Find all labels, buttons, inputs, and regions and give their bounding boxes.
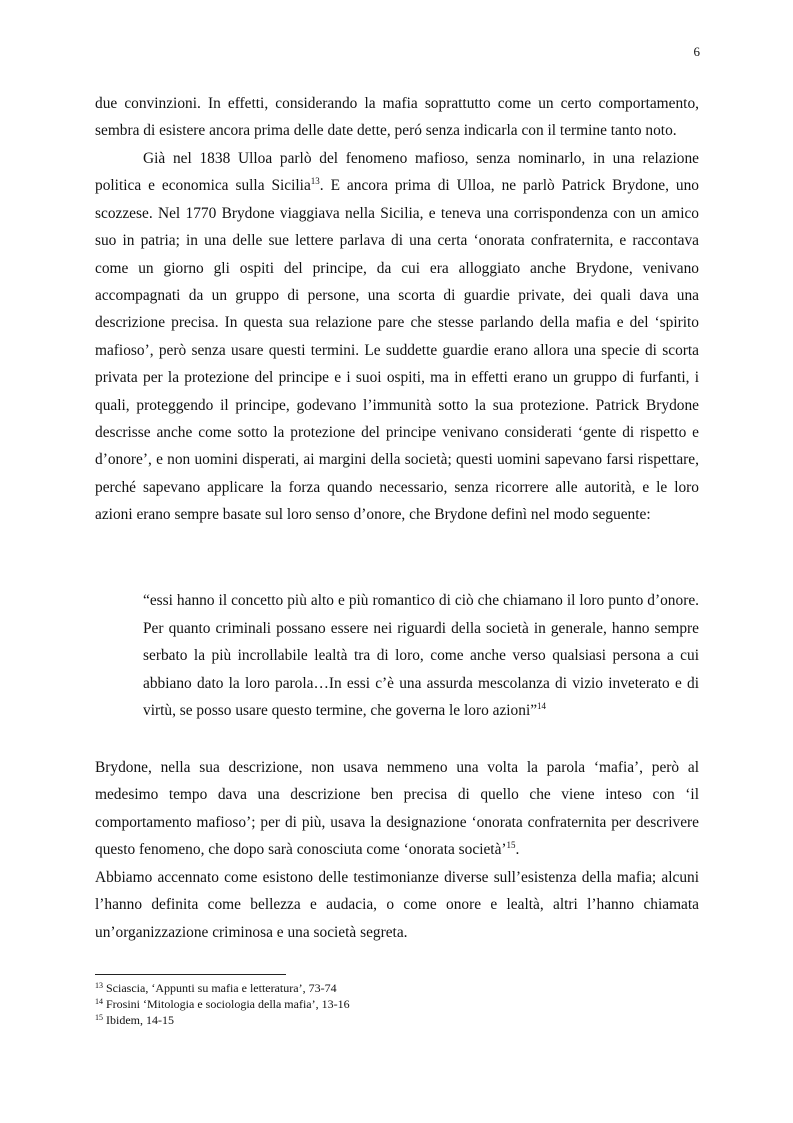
footnote-15	[95, 1013, 174, 1027]
paragraph-2	[95, 145, 699, 529]
paragraph-4-text: Abbiamo accennato come esistono delle testimonianze diverse sull’esistenza della mafia; alcuni l’hanno definita come bellezza e audacia, o come onore e lealtà, altri l’hanno chiamata un’organizzazione criminosa e una società segreta.	[95, 869, 699, 941]
footnote-ref-14[interactable]: 14	[537, 701, 547, 712]
block-quote-text: “essi hanno il concetto più alto e più romantico di ciò che chiamano il loro punto d’onore. Per quanto criminali possano essere nei riguardi della società in generale, hanno sempre serbato la più incrollabile lealtà tra di loro, come anche verso qualsiasi persona a cui abbiano dato la loro parola…In essi c’è una assurda mescolanza di vizio inveterato e di virtù, se posso usare questo termine, che governa le loro azioni”	[143, 592, 699, 720]
block-quote	[143, 587, 699, 725]
footnote-number: 14	[95, 997, 103, 1006]
paragraph-3-text-b: .	[515, 841, 520, 859]
paragraph-4	[95, 864, 699, 946]
footnote-text: Frosini ‘Mitologia e sociologia della mafia’, 13-16	[106, 997, 350, 1011]
paragraph-3-text-a: Brydone, nella sua descrizione, non usava nemmeno una volta la parola ‘mafia’, però al medesimo tempo dava una descrizione ben precisa di quello che viene inteso con ‘il comportamento mafioso’; per di più, usava la designazione ‘onorata confraternita per descrivere questo fenomeno, che dopo sarà conosciuta come ‘onorata società’	[95, 759, 699, 859]
footnote-13	[95, 981, 337, 995]
footnote-text: Sciascia, ‘Appunti su mafia e letteratura’, 73-74	[106, 981, 337, 995]
paragraph-1-text: due convinzioni. In effetti, considerando la mafia soprattutto come un certo comportamento, sembra di esistere ancora prima delle date dette, peró senza indicarla con il termine tanto noto.	[95, 95, 699, 140]
page-number: 6	[693, 44, 700, 59]
paragraph-2-text-b: . E ancora prima di Ulloa, ne parlò Patrick Brydone, uno scozzese. Nel 1770 Brydone viaggiava nella Sicilia, e teneva una corrispondenza con un amico suo in patria; in una delle sue lettere parlava di una certa ‘onorata confraternita, e raccontava come un giorno gli ospiti del principe, da cui era alloggiato anche Brydone, venivano accompagnati da un gruppo di persone, una scorta di guardie private, dei quali dava una descrizione precisa. In questa sua relazione pare che stesse parlando della mafia e del ‘spirito mafioso’, però senza usare questi termini. Le suddette guardie erano allora una specie di scorta privata per la protezione del principe e i suoi ospiti, ma in effetti erano un gruppo di furfanti, i quali, proteggendo il principe, godevano l’immunità sotto la sua protezione. Patrick Brydone descrisse anche come sotto la protezione del principe venivano considerati ‘gente di rispetto e d’onore’, e non uomini disperati, ai margini della società; questi uomini sapevano farsi rispettare, perché sapevano applicare la forza quando necessario, senza ricorrere alle autorità, e le loro azioni erano sempre basate sul loro senso d’onore, che Brydone definì nel modo seguente:	[95, 177, 700, 524]
footnote-number: 15	[95, 1013, 103, 1022]
paragraph-2-text-a: Già nel 1838 Ulloa parlò del fenomeno mafioso, senza nominarlo, in una relazione politica e economica sulla Sicilia	[95, 150, 699, 195]
paragraph-3	[95, 754, 699, 864]
footnote-ref-15[interactable]: 15	[506, 840, 516, 851]
footnote-number: 13	[95, 981, 103, 990]
footnote-text: Ibidem, 14-15	[106, 1013, 174, 1027]
paragraph-1	[95, 90, 699, 145]
footnote-14	[95, 997, 350, 1011]
footnote-divider	[95, 974, 286, 975]
footnote-ref-13[interactable]: 13	[310, 176, 320, 187]
